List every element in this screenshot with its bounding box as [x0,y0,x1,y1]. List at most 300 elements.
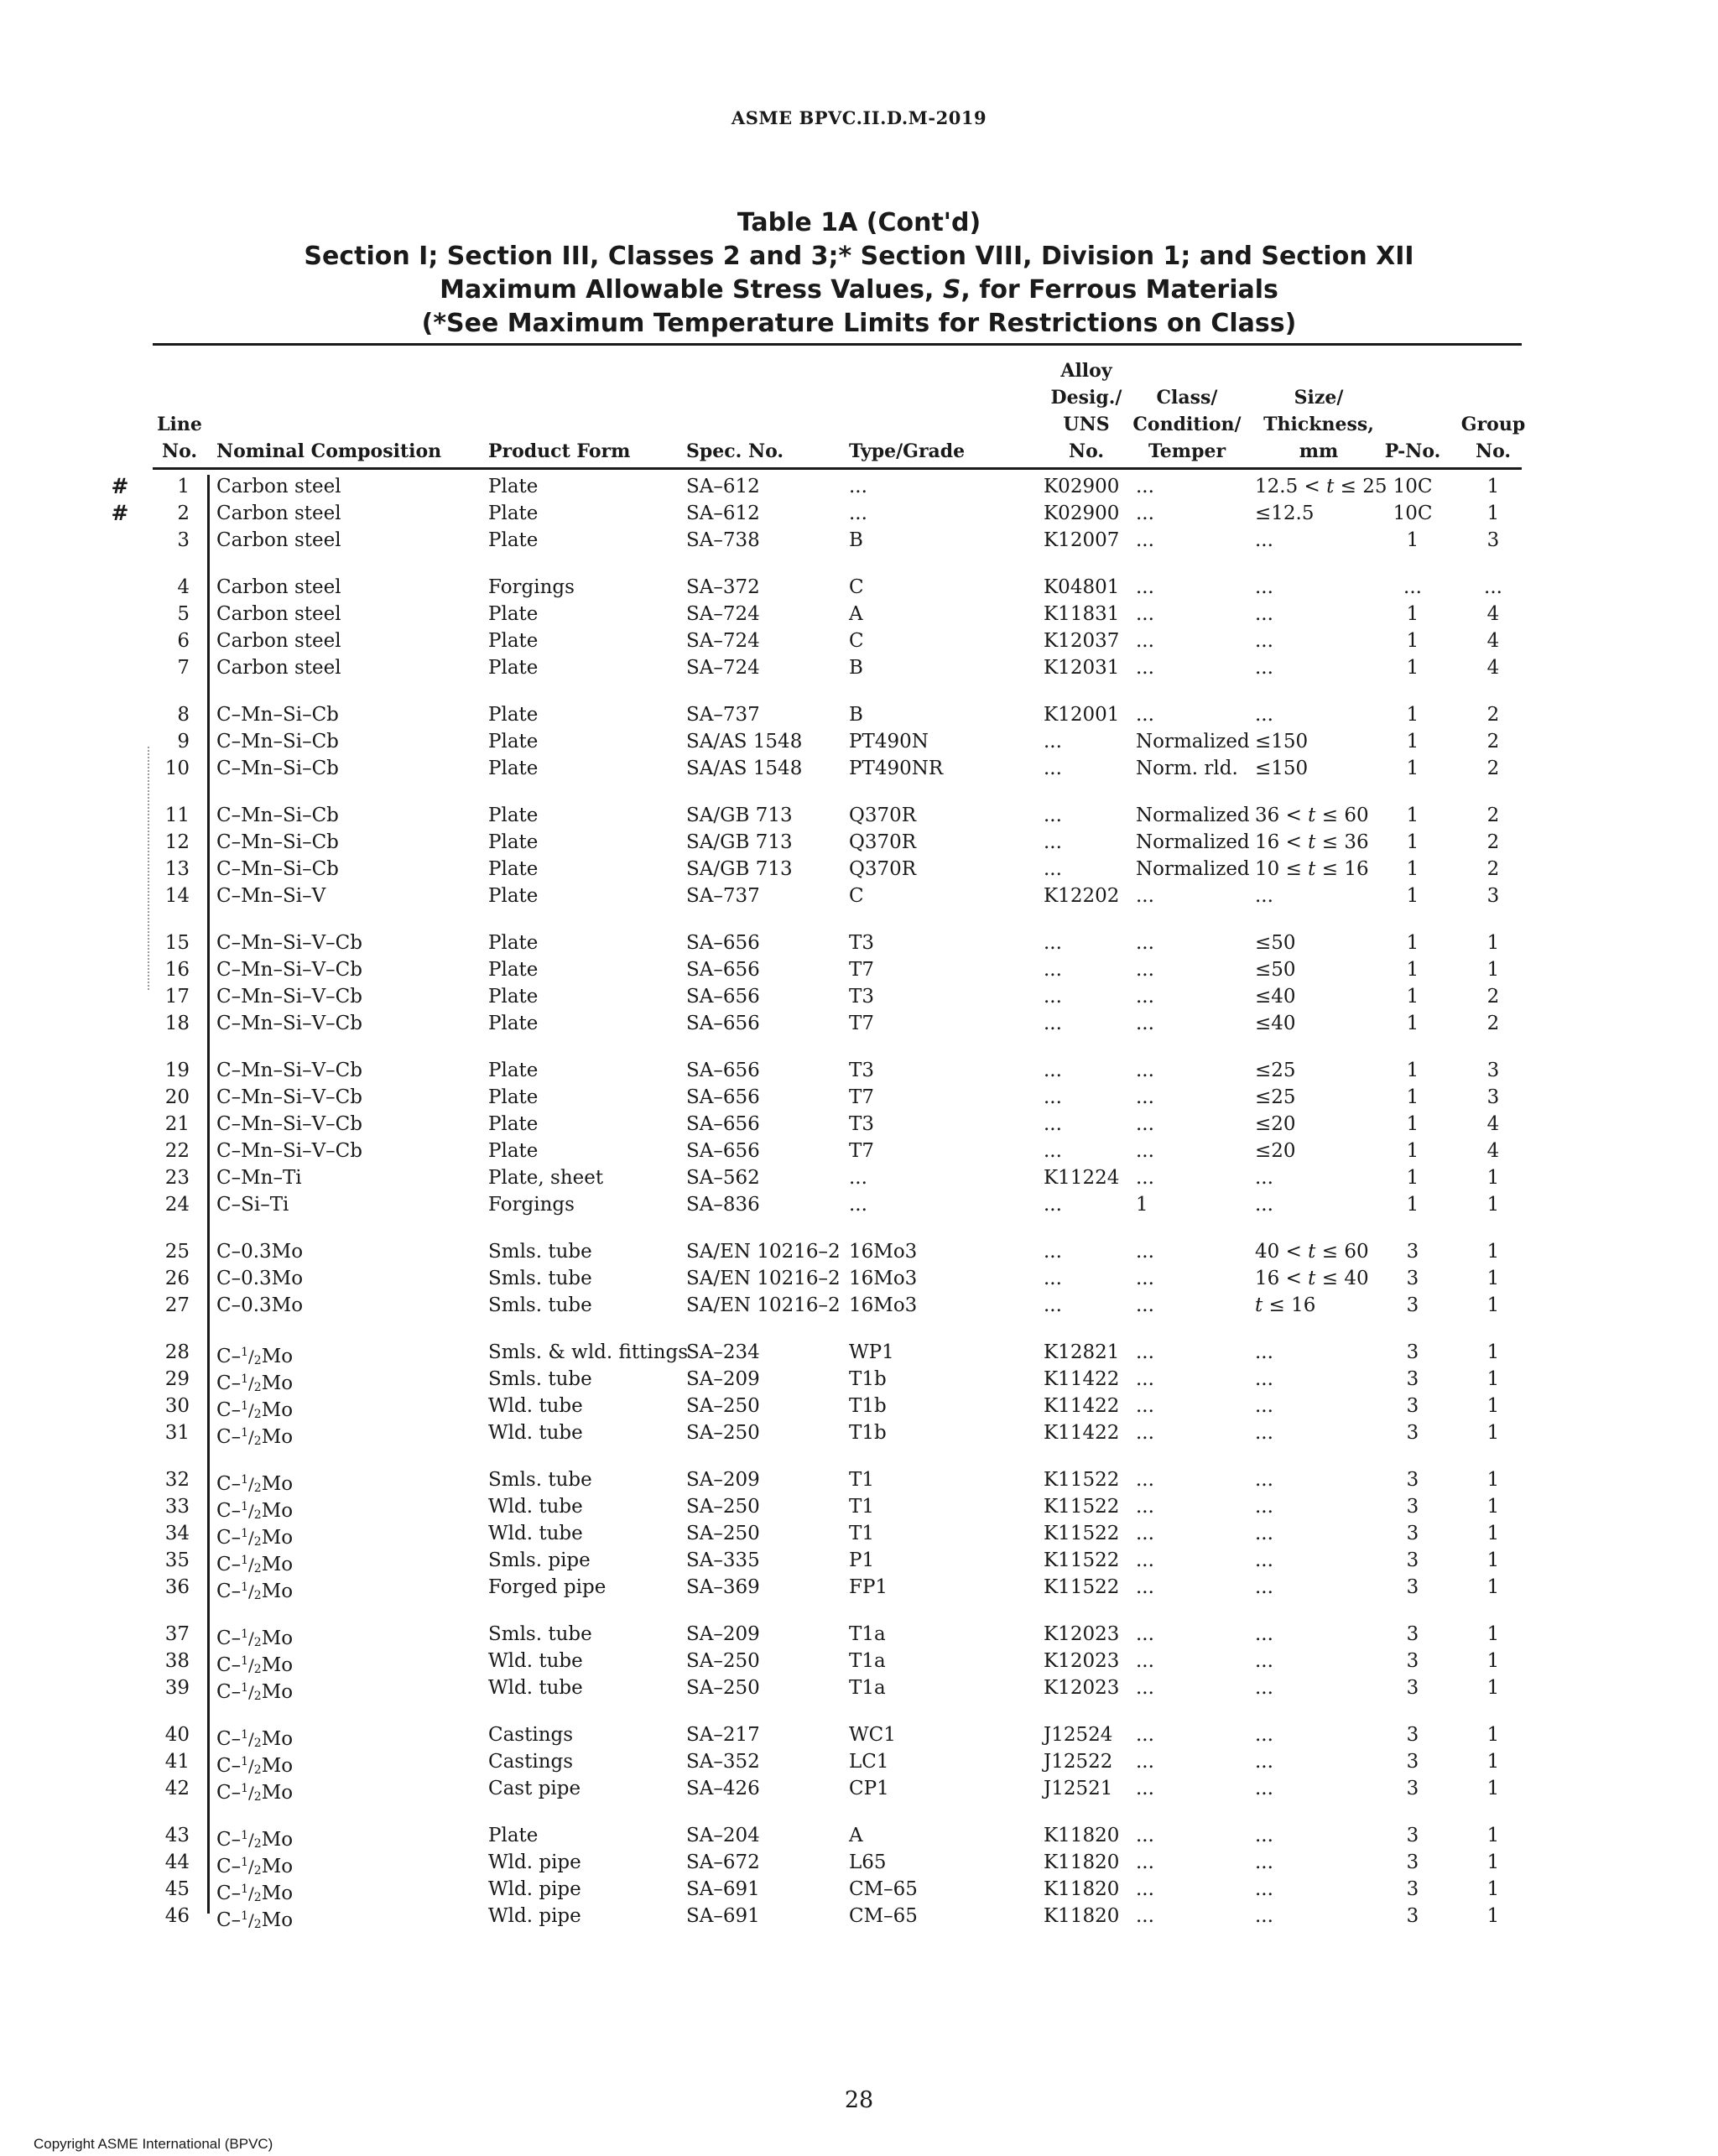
composition-suffix: Mo [261,1426,294,1448]
title-line-3-post: , for Ferrous Materials [961,275,1278,305]
class-condition: ... [1136,476,1154,497]
title-line-2: Section I; Section III, Classes 2 and 3;* Section VIII, Division 1; and Section XII [304,242,1414,271]
group-no: 1 [1486,1523,1500,1544]
fraction-numerator: 1 [241,1372,249,1386]
fraction-denominator: 2 [253,1790,262,1804]
class-condition: ... [1136,1576,1154,1598]
group-no: 2 [1486,986,1500,1008]
product-form: Plate [488,986,539,1008]
nominal-composition [216,1822,485,1849]
product-form: Plate [488,758,539,779]
nominal-composition: Carbon steel [216,576,341,598]
group-no: 3 [1486,1086,1500,1108]
product-form: Plate [488,932,539,954]
class-condition: ... [1136,1623,1154,1645]
size-thickness: ... [1255,1905,1273,1927]
fraction-denominator: 2 [253,1408,262,1421]
composition-suffix: Mo [261,1399,294,1421]
fraction-slash: / [248,1501,254,1521]
composition-suffix: Mo [261,1627,294,1649]
composition-suffix: Mo [261,1829,294,1851]
alloy-uns-no: ... [1044,986,1062,1008]
line-no: 36 [164,1576,190,1598]
one-half-fraction [241,1909,262,1931]
alloy-uns-no: ... [1044,805,1062,826]
alloy-uns-no: ... [1044,858,1062,880]
fraction-numerator: 1 [241,1681,249,1695]
fraction-denominator: 2 [253,1737,262,1750]
composition-prefix: C– [216,1426,242,1448]
alloy-uns-no: ... [1044,758,1062,779]
table-row [0,956,1718,983]
fraction-denominator: 2 [253,1535,262,1549]
product-form: Plate [488,603,539,625]
p-no: 1 [1406,831,1419,853]
spec-no: SA–738 [686,529,760,551]
thickness-variable: t [1308,831,1316,853]
fraction-slash: / [248,1682,254,1702]
size-thickness: ≤40 [1255,986,1296,1008]
running-head: ASME BPVC.II.D.M-2019 [731,107,987,128]
spec-no: SA/AS 1548 [686,731,803,753]
size-thickness: 16 < t ≤ 40 [1255,1268,1369,1289]
nominal-composition [216,1574,485,1601]
class-condition: ... [1136,603,1154,625]
table-row [0,1849,1718,1876]
fraction-numerator: 1 [241,1755,249,1768]
composition-suffix: Mo [261,1883,294,1904]
size-thickness: ... [1255,1395,1273,1417]
type-grade: T1 [849,1469,874,1491]
table-row [0,628,1718,654]
table-row [0,1393,1718,1419]
type-grade: CM–65 [849,1905,918,1927]
type-grade: T3 [849,986,874,1008]
spec-no: SA/GB 713 [686,831,793,853]
alloy-uns-no: ... [1044,1241,1062,1263]
col-head-alloy-2: Desig./ [1050,387,1122,409]
thickness-variable: t [1308,1241,1316,1263]
fraction-numerator: 1 [241,1426,249,1440]
one-half-fraction [241,1829,262,1851]
line-no: 34 [164,1523,190,1544]
spec-no: SA–737 [686,885,760,907]
product-form: Forgings [488,576,575,598]
p-no: 1 [1406,1013,1419,1034]
line-no: 26 [164,1268,190,1289]
class-condition: ... [1136,576,1154,598]
p-no: 3 [1406,1878,1419,1900]
spec-no: SA–372 [686,576,760,598]
p-no: 3 [1406,1395,1419,1417]
nominal-composition [216,1520,485,1547]
composition-prefix: C– [216,1554,242,1575]
nominal-composition [216,1466,485,1493]
size-thickness: 36 < t ≤ 60 [1255,805,1369,826]
class-condition: 1 [1136,1194,1148,1216]
fraction-numerator: 1 [241,1527,249,1540]
table-row [0,500,1718,527]
alloy-uns-no: ... [1044,932,1062,954]
size-thickness: ... [1255,529,1273,551]
product-form: Plate [488,630,539,652]
spec-no: SA–209 [686,1469,760,1491]
p-no: 1 [1406,1113,1419,1135]
line-no: 10 [164,758,190,779]
spec-no: SA–656 [686,986,760,1008]
revision-mark: # [111,474,129,498]
type-grade: T1b [849,1422,887,1444]
composition-prefix: C– [216,1627,242,1649]
size-thickness: ... [1255,1194,1273,1216]
class-condition: ... [1136,1650,1154,1672]
nominal-composition: C–Si–Ti [216,1194,289,1216]
one-half-fraction [241,1346,262,1367]
product-form: Smls. tube [488,1368,592,1390]
size-thickness: 12.5 < t ≤ 25 [1255,476,1387,497]
fraction-numerator: 1 [241,1627,249,1641]
group-no: 4 [1486,1140,1500,1162]
class-condition: ... [1136,1549,1154,1571]
type-grade: T1 [849,1496,874,1518]
class-condition: ... [1136,529,1154,551]
alloy-uns-no: ... [1044,1060,1062,1081]
group-no: 1 [1486,476,1500,497]
table-row [0,1822,1718,1849]
table-row [0,755,1718,782]
composition-prefix: C– [216,1883,242,1904]
alloy-uns-no: K12821 [1044,1341,1120,1363]
nominal-composition [216,1674,485,1701]
spec-no: SA/EN 10216–2 [686,1294,841,1316]
spec-no: SA–250 [686,1523,760,1544]
composition-suffix: Mo [261,1527,294,1549]
col-head-alloy-3: UNS [1063,414,1110,435]
group-no: 1 [1486,1395,1500,1417]
col-head-size-3: mm [1299,440,1339,462]
line-no: 5 [177,603,190,625]
group-no: 1 [1486,1422,1500,1444]
composition-prefix: C– [216,1755,242,1777]
table-row [0,856,1718,883]
fraction-numerator: 1 [241,1581,249,1594]
p-no: 3 [1406,1623,1419,1645]
composition-suffix: Mo [261,1782,294,1804]
line-no: 20 [164,1086,190,1108]
type-grade: 16Mo3 [849,1294,918,1316]
group-no: 2 [1486,704,1500,726]
class-condition: ... [1136,1113,1154,1135]
group-no: 1 [1486,1469,1500,1491]
nominal-composition: C–Mn–Si–V–Cb [216,932,363,954]
spec-no: SA–656 [686,932,760,954]
group-no: 4 [1486,603,1500,625]
product-form: Wld. pipe [488,1851,581,1873]
spec-no: SA/EN 10216–2 [686,1241,841,1263]
composition-prefix: C– [216,1782,242,1804]
table-row [0,1265,1718,1292]
nominal-composition: C–0.3Mo [216,1294,304,1316]
nominal-composition: C–Mn–Si–V–Cb [216,959,363,981]
type-grade: WP1 [849,1341,894,1363]
type-grade: T7 [849,1086,874,1108]
p-no: 1 [1406,657,1419,679]
spec-no: SA–250 [686,1422,760,1444]
type-grade: LC1 [849,1751,889,1773]
group-no: 1 [1486,1825,1500,1846]
fraction-slash: / [248,1729,254,1749]
product-form: Smls. tube [488,1294,592,1316]
fraction-slash: / [248,1830,254,1850]
nominal-composition: Carbon steel [216,603,341,625]
alloy-uns-no: K11522 [1044,1576,1120,1598]
alloy-uns-no: K11422 [1044,1368,1120,1390]
thickness-variable: t [1308,805,1316,826]
spec-no: SA–335 [686,1549,760,1571]
group-no: 2 [1486,831,1500,853]
spec-no: SA–352 [686,1751,760,1773]
col-head-class-1: Class/ [1156,387,1218,409]
col-head-group-2: No. [1475,440,1512,462]
p-no: ... [1403,576,1422,598]
product-form: Smls. & wld. fittings [488,1341,689,1363]
size-thickness: ≤25 [1255,1086,1296,1108]
line-no: 33 [164,1496,190,1518]
group-no: 3 [1486,1060,1500,1081]
alloy-uns-no: K12023 [1044,1623,1120,1645]
type-grade: FP1 [849,1576,888,1598]
fraction-numerator: 1 [241,1346,249,1359]
alloy-uns-no: ... [1044,1113,1062,1135]
fraction-numerator: 1 [241,1856,249,1869]
thickness-variable: t [1326,476,1335,497]
spec-no: SA–737 [686,704,760,726]
product-form: Wld. tube [488,1422,583,1444]
type-grade: A [849,1825,863,1846]
product-form: Plate [488,1140,539,1162]
group-no: 1 [1486,1778,1500,1799]
alloy-uns-no: K11422 [1044,1422,1120,1444]
type-grade: Q370R [849,805,917,826]
spec-no: SA–656 [686,959,760,981]
class-condition: ... [1136,630,1154,652]
fraction-denominator: 2 [253,1354,262,1367]
alloy-uns-no: K04801 [1044,576,1120,598]
group-no: 1 [1486,1851,1500,1873]
p-no: 3 [1406,1677,1419,1699]
group-no: 1 [1486,1724,1500,1746]
class-condition: ... [1136,932,1154,954]
class-condition: ... [1136,959,1154,981]
size-thickness: ... [1255,1576,1273,1598]
size-thickness: ... [1255,1469,1273,1491]
type-grade: T7 [849,1140,874,1162]
product-form: Castings [488,1751,574,1773]
type-grade: T1b [849,1368,887,1390]
composition-suffix: Mo [261,1856,294,1877]
composition-prefix: C– [216,1909,242,1931]
p-no: 1 [1406,704,1419,726]
table-row [0,802,1718,829]
line-no: 45 [164,1878,190,1900]
p-no: 3 [1406,1751,1419,1773]
spec-no: SA–369 [686,1576,760,1598]
product-form: Smls. pipe [488,1549,591,1571]
alloy-uns-no: ... [1044,1294,1062,1316]
thickness-variable: t [1255,1294,1263,1316]
table-row [0,1876,1718,1903]
col-head-size-2: Thickness, [1263,414,1374,435]
class-condition: ... [1136,1422,1154,1444]
class-condition: ... [1136,1825,1154,1846]
group-no: 1 [1486,1268,1500,1289]
title-line-4: (*See Maximum Temperature Limits for Restrictions on Class) [421,309,1297,338]
fraction-slash: / [248,1628,254,1648]
size-thickness: ... [1255,657,1273,679]
one-half-fraction [241,1473,262,1495]
alloy-uns-no: K12202 [1044,885,1120,907]
table-row [0,1748,1718,1775]
product-form: Plate [488,1113,539,1135]
composition-suffix: Mo [261,1554,294,1575]
composition-suffix: Mo [261,1372,294,1394]
alloy-uns-no: ... [1044,1140,1062,1162]
table-row [0,1366,1718,1393]
nominal-composition: C–Mn–Si–Cb [216,704,339,726]
alloy-uns-no: K12023 [1044,1650,1120,1672]
class-condition: ... [1136,1523,1154,1544]
p-no: 3 [1406,1496,1419,1518]
group-no: 1 [1486,1496,1500,1518]
table-row [0,1466,1718,1493]
table-row [0,1547,1718,1574]
nominal-composition: C–Mn–Si–Cb [216,805,339,826]
nominal-composition: Carbon steel [216,503,341,524]
nominal-composition [216,1366,485,1393]
p-no: 1 [1406,986,1419,1008]
line-no: 46 [164,1905,190,1927]
product-form: Plate [488,885,539,907]
group-no: 1 [1486,1294,1500,1316]
nominal-composition: C–Mn–Si–V–Cb [216,986,363,1008]
p-no: 1 [1406,959,1419,981]
nominal-composition [216,1648,485,1674]
fraction-numerator: 1 [241,1829,249,1842]
p-no: 3 [1406,1851,1419,1873]
composition-suffix: Mo [261,1728,294,1750]
table-row [0,1493,1718,1520]
fraction-denominator: 2 [253,1482,262,1495]
nominal-composition: C–Mn–Si–Cb [216,758,339,779]
nominal-composition: Carbon steel [216,630,341,652]
product-form: Plate [488,731,539,753]
class-condition: ... [1136,503,1154,524]
size-thickness: ... [1255,1825,1273,1846]
p-no: 3 [1406,1905,1419,1927]
composition-prefix: C– [216,1500,242,1522]
nominal-composition [216,1876,485,1903]
p-no: 3 [1406,1268,1419,1289]
class-condition: ... [1136,704,1154,726]
class-condition: Normalized [1136,731,1250,753]
type-grade: Q370R [849,831,917,853]
composition-prefix: C– [216,1346,242,1367]
group-no: 1 [1486,1368,1500,1390]
group-no: 1 [1486,1194,1500,1216]
fraction-denominator: 2 [253,1589,262,1602]
nominal-composition: C–Mn–Ti [216,1167,302,1189]
size-thickness: t ≤ 16 [1255,1294,1316,1316]
col-head-class-3: Temper [1148,440,1226,462]
product-form: Castings [488,1724,574,1746]
composition-prefix: C– [216,1473,242,1495]
class-condition: ... [1136,1751,1154,1773]
class-condition: ... [1136,1724,1154,1746]
class-condition: ... [1136,1368,1154,1390]
class-condition: Normalized [1136,831,1250,853]
one-half-fraction [241,1627,262,1649]
p-no: 3 [1406,1724,1419,1746]
group-no: 1 [1486,1241,1500,1263]
fraction-slash: / [248,1346,254,1367]
spec-no: SA–656 [686,1113,760,1135]
one-half-fraction [241,1500,262,1522]
composition-suffix: Mo [261,1681,294,1703]
nominal-composition: Carbon steel [216,657,341,679]
table-row [0,829,1718,856]
line-no: 21 [164,1113,190,1135]
line-no: 19 [164,1060,190,1081]
table-row [0,601,1718,628]
table-row [0,1648,1718,1674]
alloy-uns-no: ... [1044,1194,1062,1216]
composition-prefix: C– [216,1681,242,1703]
nominal-composition [216,1748,485,1775]
alloy-uns-no: K12031 [1044,657,1120,679]
line-no: 42 [164,1778,190,1799]
type-grade: T7 [849,959,874,981]
type-grade: C [849,630,864,652]
nominal-composition [216,1493,485,1520]
table-row [0,1721,1718,1748]
line-no: 31 [164,1422,190,1444]
col-head-spec-no: Spec. No. [686,440,784,462]
line-no: 8 [177,704,190,726]
product-form: Wld. pipe [488,1878,581,1900]
col-head-line-no-1: Line [157,414,202,435]
col-head-size-1: Size/ [1294,387,1344,409]
col-head-product-form: Product Form [488,440,631,462]
size-thickness: ... [1255,1368,1273,1390]
p-no: 10C [1393,503,1433,524]
p-no: 3 [1406,1241,1419,1263]
size-thickness: 40 < t ≤ 60 [1255,1241,1369,1263]
size-thickness: 16 < t ≤ 36 [1255,831,1369,853]
table-row [0,1621,1718,1648]
p-no: 3 [1406,1368,1419,1390]
line-no: 38 [164,1650,190,1672]
product-form: Plate [488,657,539,679]
alloy-uns-no: K11522 [1044,1549,1120,1571]
nominal-composition: C–Mn–Si–V–Cb [216,1113,363,1135]
class-condition: ... [1136,1469,1154,1491]
spec-no: SA/EN 10216–2 [686,1268,841,1289]
fraction-denominator: 2 [253,1690,262,1703]
product-form: Smls. tube [488,1241,592,1263]
fraction-slash: / [248,1555,254,1575]
spec-no: SA/AS 1548 [686,758,803,779]
p-no: 1 [1406,1140,1419,1162]
